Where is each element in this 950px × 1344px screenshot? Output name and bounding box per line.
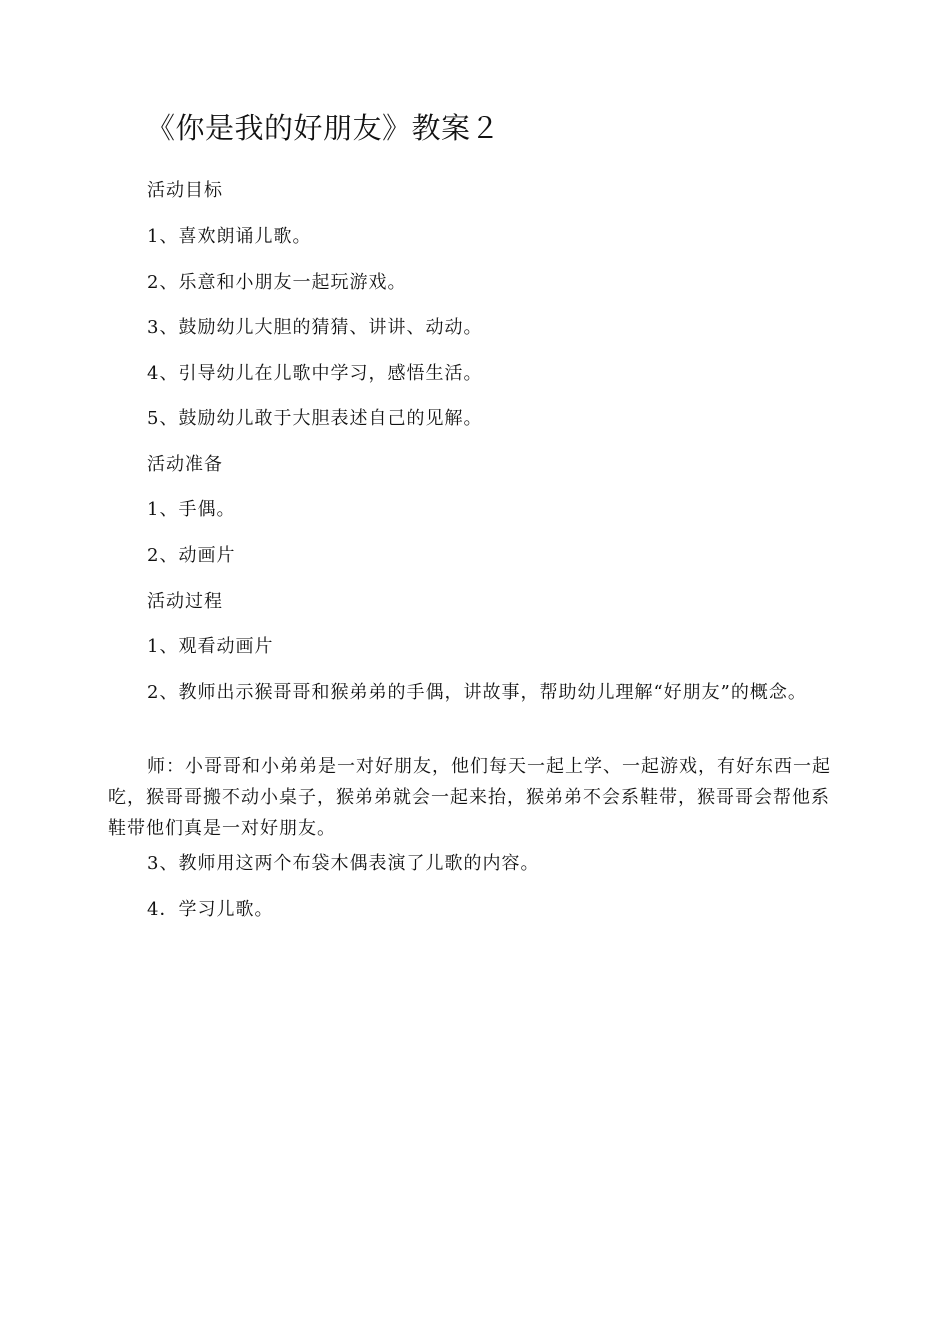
goal-item-4: 4、引导幼儿在儿歌中学习，感悟生活。 [147,363,483,384]
goal-item-5: 5、鼓励幼儿敢于大胆表述自己的见解。 [147,408,483,429]
preparation-item-2: 2、动画片 [147,545,236,566]
heading-activity-preparation: 活动准备 [147,454,223,475]
process-item-4: 4．学习儿歌。 [147,899,274,920]
preparation-item-1: 1、手偶。 [147,499,236,520]
process-item-2: 2、教师出示猴哥哥和猴弟弟的手偶，讲故事，帮助幼儿理解“好朋友”的概念。 [147,682,807,703]
goal-item-2: 2、乐意和小朋友一起玩游戏。 [147,272,407,293]
process-item-3: 3、教师用这两个布袋木偶表演了儿歌的内容。 [147,853,540,874]
document-title: 《你是我的好朋友》教案２ [146,111,501,145]
process-item-1: 1、观看动画片 [147,636,274,657]
goal-item-1: 1、喜欢朗诵儿歌。 [147,226,312,247]
heading-activity-goals: 活动目标 [147,180,223,201]
heading-activity-process: 活动过程 [147,591,223,612]
goal-item-3: 3、鼓励幼儿大胆的猜猜、讲讲、动动。 [147,317,483,338]
teacher-story-paragraph: 师：小哥哥和小弟弟是一对好朋友，他们每天一起上学、一起游戏，有好东西一起吃，猴哥哥搬不动小桌子，猴弟弟就会一起来抬，猴弟弟不会系鞋带，猴哥哥会帮他系鞋带他们真是一对好朋友。 [108,756,831,839]
